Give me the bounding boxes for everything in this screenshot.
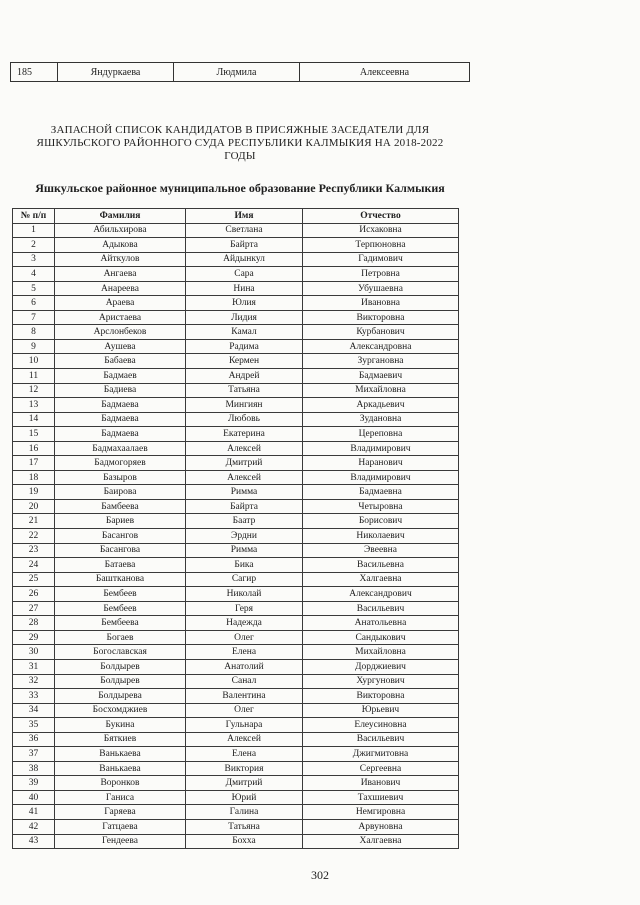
row-surname: Болдырев — [55, 659, 186, 674]
row-surname: Арслонбеков — [55, 325, 186, 340]
row-surname: Бадмахаалаев — [55, 441, 186, 456]
table-row — [13, 485, 459, 500]
row-surname: Бембеев — [55, 587, 186, 602]
row-name: Юлия — [186, 296, 303, 311]
column-header-number: № п/п — [13, 209, 55, 224]
row-surname: Бадмаев — [55, 369, 186, 384]
row-number: 25 — [13, 572, 55, 587]
row-number: 33 — [13, 689, 55, 704]
row-surname: Ганиса — [55, 790, 186, 805]
table-header-row — [13, 209, 459, 224]
row-name: Галина — [186, 805, 303, 820]
row-number: 8 — [13, 325, 55, 340]
table-row — [13, 427, 459, 442]
row-name: Екатерина — [186, 427, 303, 442]
row-patronymic: Петровна — [303, 267, 459, 282]
row-patronymic: Александровна — [303, 339, 459, 354]
row-name: Мингиян — [186, 398, 303, 413]
row-surname: Ванькаева — [55, 747, 186, 762]
table-row — [13, 238, 459, 253]
table-row — [13, 325, 459, 340]
row-patronymic: Дорджиевич — [303, 659, 459, 674]
row-number: 6 — [13, 296, 55, 311]
row-patronymic: Гадимович — [303, 252, 459, 267]
table-row — [13, 703, 459, 718]
table-row — [13, 630, 459, 645]
row-number: 1 — [13, 223, 55, 238]
row-surname: Бембеева — [55, 616, 186, 631]
row-patronymic: Юрьевич — [303, 703, 459, 718]
row-number: 38 — [13, 761, 55, 776]
table-row — [13, 339, 459, 354]
row-patronymic: Тахшиевич — [303, 790, 459, 805]
row-surname: Ванькаева — [55, 761, 186, 776]
row-name: Олег — [186, 630, 303, 645]
row-number: 5 — [13, 281, 55, 296]
table-row — [13, 223, 459, 238]
prev-row-name: Людмила — [174, 63, 300, 81]
row-surname: Ангаева — [55, 267, 186, 282]
row-number: 14 — [13, 412, 55, 427]
row-patronymic: Арвуновна — [303, 819, 459, 834]
table-row — [13, 499, 459, 514]
row-patronymic: Халгаевна — [303, 834, 459, 849]
table-row — [13, 834, 459, 849]
row-surname: Баштканова — [55, 572, 186, 587]
column-header-surname: Фамилия — [55, 209, 186, 224]
row-surname: Бабаева — [55, 354, 186, 369]
table-row — [13, 601, 459, 616]
row-surname: Бамбеева — [55, 499, 186, 514]
row-surname: Басангов — [55, 529, 186, 544]
row-patronymic: Иванович — [303, 776, 459, 791]
row-name: Елена — [186, 645, 303, 660]
table-row — [13, 543, 459, 558]
table-row — [13, 369, 459, 384]
row-patronymic: Цереповна — [303, 427, 459, 442]
row-number: 13 — [13, 398, 55, 413]
row-name: Байрта — [186, 499, 303, 514]
row-patronymic: Немгировна — [303, 805, 459, 820]
prev-row-patronymic: Алексеевна — [359, 66, 410, 78]
table-row — [13, 761, 459, 776]
row-name: Виктория — [186, 761, 303, 776]
row-number: 30 — [13, 645, 55, 660]
row-number: 11 — [13, 369, 55, 384]
table-row — [13, 296, 459, 311]
row-number: 20 — [13, 499, 55, 514]
row-patronymic: Елеусиновна — [303, 718, 459, 733]
row-patronymic: Терпюновна — [303, 238, 459, 253]
row-surname: Аушева — [55, 339, 186, 354]
row-surname: Болдырев — [55, 674, 186, 689]
candidates-table — [12, 208, 459, 849]
table-row — [13, 732, 459, 747]
row-surname: Гаряева — [55, 805, 186, 820]
row-name: Баатр — [186, 514, 303, 529]
row-surname: Бариев — [55, 514, 186, 529]
row-name: Сагир — [186, 572, 303, 587]
row-name: Алексей — [186, 441, 303, 456]
row-patronymic: Исхаковна — [303, 223, 459, 238]
row-number: 35 — [13, 718, 55, 733]
row-surname: Бадмаева — [55, 427, 186, 442]
row-surname: Айткулов — [55, 252, 186, 267]
row-surname: Бяткиев — [55, 732, 186, 747]
row-number: 3 — [13, 252, 55, 267]
row-patronymic: Владимирович — [303, 470, 459, 485]
row-surname: Гатцаева — [55, 819, 186, 834]
row-number: 32 — [13, 674, 55, 689]
table-row — [13, 674, 459, 689]
row-name: Валентина — [186, 689, 303, 704]
row-patronymic: Курбанович — [303, 325, 459, 340]
row-patronymic: Викторовна — [303, 310, 459, 325]
row-patronymic: Зургановна — [303, 354, 459, 369]
table-row — [13, 645, 459, 660]
table-row — [13, 281, 459, 296]
row-name: Татьяна — [186, 383, 303, 398]
table-row — [13, 718, 459, 733]
table-row — [13, 776, 459, 791]
row-patronymic: Михайловна — [303, 383, 459, 398]
table-row — [13, 659, 459, 674]
table-row — [13, 689, 459, 704]
row-number: 43 — [13, 834, 55, 849]
row-name: Сара — [186, 267, 303, 282]
row-surname: Бадмогоряев — [55, 456, 186, 471]
row-number: 16 — [13, 441, 55, 456]
row-name: Светлана — [186, 223, 303, 238]
row-surname: Букина — [55, 718, 186, 733]
row-number: 31 — [13, 659, 55, 674]
table-row — [13, 267, 459, 282]
row-name: Нина — [186, 281, 303, 296]
row-number: 26 — [13, 587, 55, 602]
row-number: 22 — [13, 529, 55, 544]
row-patronymic: Михайловна — [303, 645, 459, 660]
row-name: Римма — [186, 543, 303, 558]
row-patronymic: Васильевич — [303, 601, 459, 616]
row-name: Олег — [186, 703, 303, 718]
table-row — [13, 252, 459, 267]
row-name: Айдынкул — [186, 252, 303, 267]
row-number: 28 — [13, 616, 55, 631]
row-number: 2 — [13, 238, 55, 253]
prev-row-number: 185 — [11, 63, 58, 81]
row-patronymic: Хургунович — [303, 674, 459, 689]
row-surname: Адыкова — [55, 238, 186, 253]
row-surname: Басангова — [55, 543, 186, 558]
document-heading: ЗАПАСНОЙ СПИСОК КАНДИДАТОВ В ПРИСЯЖНЫЕ ЗАСЕДАТЕЛИ ДЛЯ ЯШКУЛЬСКОГО РАЙОННОГО СУДА РЕСПУБЛИКИ КАЛМЫКИЯ НА 2018-2022 ГОДЫ — [36, 124, 444, 162]
row-patronymic: Зудановна — [303, 412, 459, 427]
row-patronymic: Васильевич — [303, 732, 459, 747]
row-patronymic: Ивановна — [303, 296, 459, 311]
row-name: Анатолий — [186, 659, 303, 674]
row-number: 40 — [13, 790, 55, 805]
row-patronymic: Владимирович — [303, 441, 459, 456]
row-patronymic: Джигмитовна — [303, 747, 459, 762]
table-row — [13, 398, 459, 413]
row-patronymic: Анатольевна — [303, 616, 459, 631]
row-patronymic: Викторовна — [303, 689, 459, 704]
row-number: 27 — [13, 601, 55, 616]
row-number: 41 — [13, 805, 55, 820]
row-surname: Бембеев — [55, 601, 186, 616]
table-row — [13, 558, 459, 573]
table-row — [13, 587, 459, 602]
table-row — [13, 456, 459, 471]
column-header-name: Имя — [186, 209, 303, 224]
row-name: Дмитрий — [186, 776, 303, 791]
row-surname: Аристаева — [55, 310, 186, 325]
row-name: Байрта — [186, 238, 303, 253]
row-name: Санал — [186, 674, 303, 689]
row-name: Николай — [186, 587, 303, 602]
row-patronymic: Борисович — [303, 514, 459, 529]
row-patronymic: Александрович — [303, 587, 459, 602]
table-row — [13, 790, 459, 805]
row-name: Камал — [186, 325, 303, 340]
row-number: 12 — [13, 383, 55, 398]
table-row — [13, 310, 459, 325]
table-row — [13, 470, 459, 485]
table-row — [13, 441, 459, 456]
row-number: 21 — [13, 514, 55, 529]
row-number: 23 — [13, 543, 55, 558]
row-name: Римма — [186, 485, 303, 500]
row-name: Бика — [186, 558, 303, 573]
row-name: Лидия — [186, 310, 303, 325]
row-number: 37 — [13, 747, 55, 762]
row-name: Алексей — [186, 470, 303, 485]
row-patronymic: Убушаевна — [303, 281, 459, 296]
row-patronymic: Халгаевна — [303, 572, 459, 587]
row-patronymic: Васильевна — [303, 558, 459, 573]
row-name: Бохха — [186, 834, 303, 849]
table-row — [13, 529, 459, 544]
row-number: 18 — [13, 470, 55, 485]
row-name: Алексей — [186, 732, 303, 747]
row-number: 39 — [13, 776, 55, 791]
row-patronymic: Четыровна — [303, 499, 459, 514]
row-surname: Бадмаева — [55, 412, 186, 427]
row-surname: Бадиева — [55, 383, 186, 398]
previous-page-row — [10, 62, 470, 82]
row-number: 24 — [13, 558, 55, 573]
page-number: 302 — [311, 868, 329, 882]
row-surname: Базыров — [55, 470, 186, 485]
row-surname: Анареева — [55, 281, 186, 296]
row-surname: Бадмаева — [55, 398, 186, 413]
row-name: Елена — [186, 747, 303, 762]
row-patronymic: Бадмаевна — [303, 485, 459, 500]
row-number: 42 — [13, 819, 55, 834]
row-number: 29 — [13, 630, 55, 645]
row-patronymic: Сергеевна — [303, 761, 459, 776]
row-name: Эрдни — [186, 529, 303, 544]
prev-row-surname: Яндуркаева — [58, 63, 174, 81]
row-number: 10 — [13, 354, 55, 369]
row-patronymic: Николаевич — [303, 529, 459, 544]
row-name: Надежда — [186, 616, 303, 631]
row-number: 7 — [13, 310, 55, 325]
row-number: 34 — [13, 703, 55, 718]
table-row — [13, 412, 459, 427]
row-surname: Воронков — [55, 776, 186, 791]
row-number: 9 — [13, 339, 55, 354]
table-row — [13, 514, 459, 529]
row-number: 17 — [13, 456, 55, 471]
row-number: 15 — [13, 427, 55, 442]
table-row — [13, 819, 459, 834]
row-number: 4 — [13, 267, 55, 282]
row-name: Радима — [186, 339, 303, 354]
row-surname: Богаев — [55, 630, 186, 645]
row-name: Кермен — [186, 354, 303, 369]
row-surname: Батаева — [55, 558, 186, 573]
row-surname: Абильхирова — [55, 223, 186, 238]
row-surname: Араева — [55, 296, 186, 311]
row-surname: Баирова — [55, 485, 186, 500]
row-patronymic: Аркадьевич — [303, 398, 459, 413]
municipality-heading: Яшкульское районное муниципальное образование Республики Калмыкия — [35, 181, 445, 195]
row-surname: Богославская — [55, 645, 186, 660]
row-patronymic: Эвеевна — [303, 543, 459, 558]
table-row — [13, 354, 459, 369]
row-name: Татьяна — [186, 819, 303, 834]
column-header-patronymic: Отчество — [303, 209, 459, 224]
row-patronymic: Бадмаевич — [303, 369, 459, 384]
row-surname: Болдырева — [55, 689, 186, 704]
row-number: 19 — [13, 485, 55, 500]
row-surname: Босхомджиев — [55, 703, 186, 718]
table-row — [13, 383, 459, 398]
table-row — [13, 572, 459, 587]
row-patronymic: Сандыкович — [303, 630, 459, 645]
row-name: Геря — [186, 601, 303, 616]
row-number: 36 — [13, 732, 55, 747]
row-surname: Гендеева — [55, 834, 186, 849]
row-name: Юрий — [186, 790, 303, 805]
row-name: Дмитрий — [186, 456, 303, 471]
table-row — [13, 805, 459, 820]
table-row — [13, 747, 459, 762]
row-patronymic: Наранович — [303, 456, 459, 471]
table-row — [13, 616, 459, 631]
row-name: Гульнара — [186, 718, 303, 733]
row-name: Любовь — [186, 412, 303, 427]
row-name: Андрей — [186, 369, 303, 384]
